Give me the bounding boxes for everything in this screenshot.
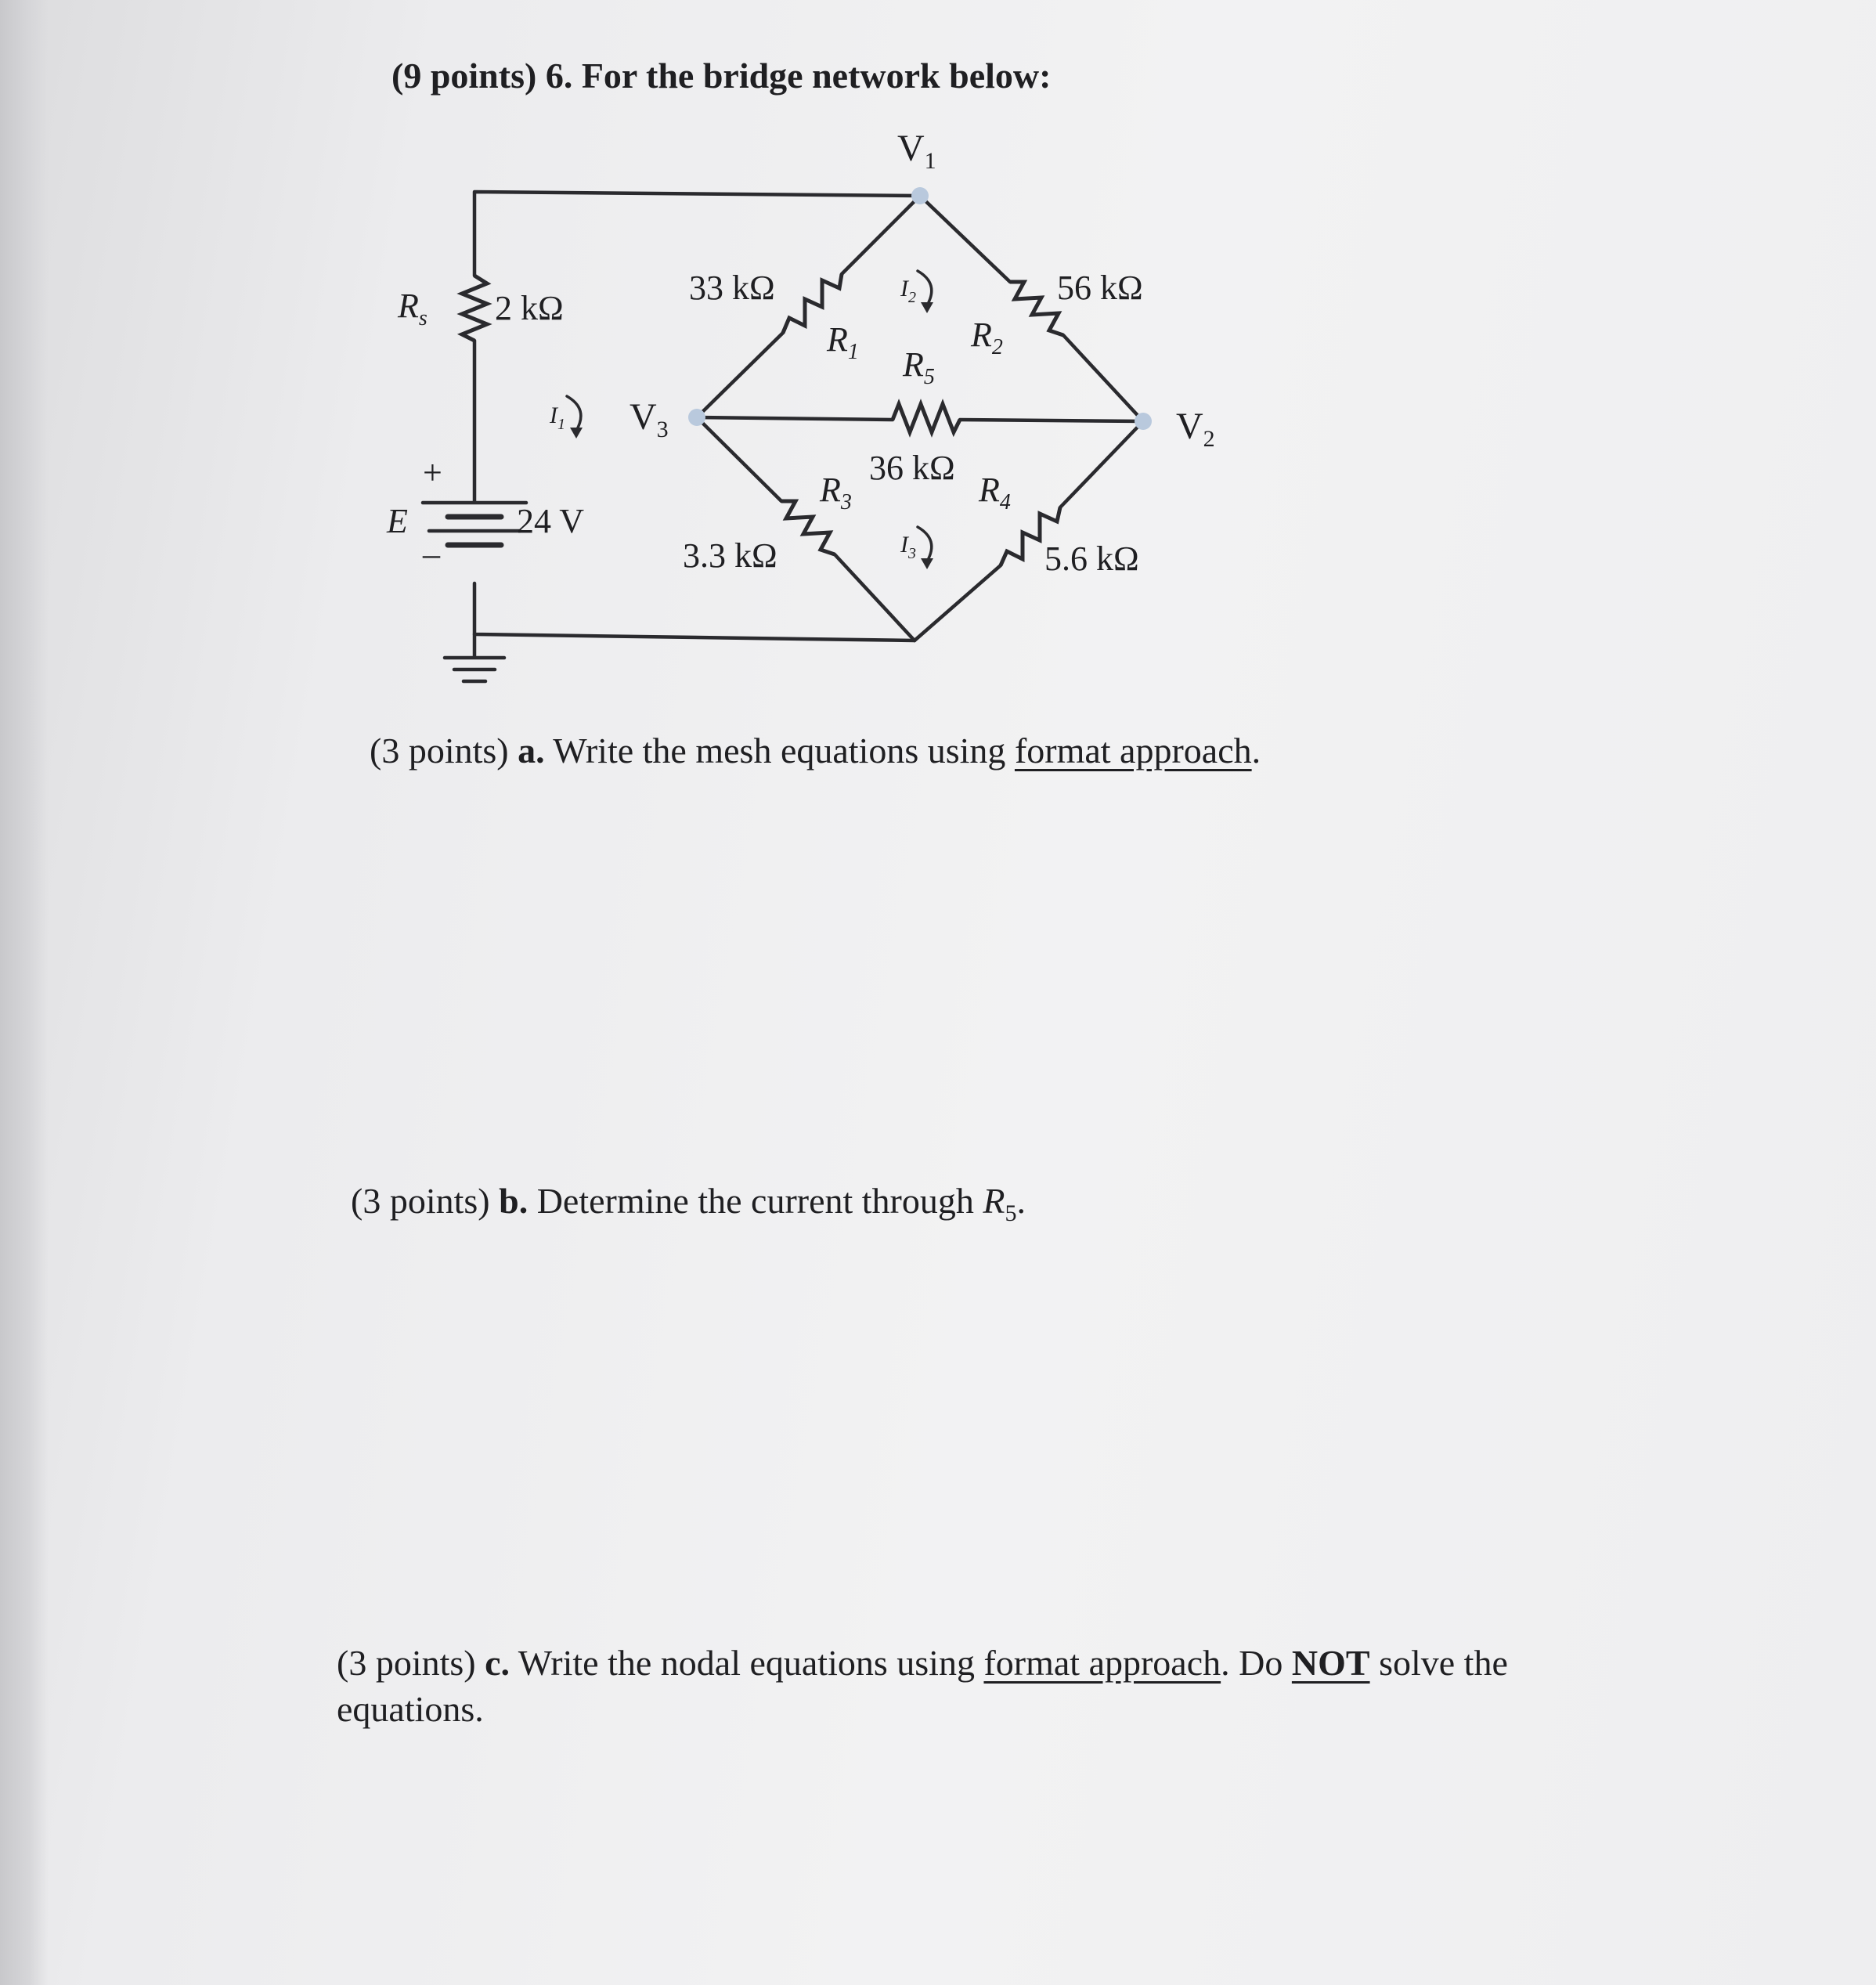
part-b-var-sub: 5: [1005, 1200, 1017, 1227]
part-c-letter: c.: [485, 1643, 510, 1683]
wire-bottom: [474, 583, 915, 641]
question-title: 6. For the bridge network below:: [545, 56, 1052, 96]
r5-resistor-symbol: [893, 404, 960, 432]
svg-text:I2: $I_2$: [900, 276, 916, 306]
part-b-end: .: [1016, 1181, 1026, 1221]
node-v2-dot: [1135, 413, 1152, 430]
r4-name-label: $R_4$: [979, 471, 1011, 514]
part-c-text2: solve the: [1379, 1643, 1508, 1683]
r1-name-label: $R_1$: [827, 320, 859, 364]
part-c-text: Write the nodal equations using: [518, 1643, 975, 1683]
r2-name-label: $R_2$: [971, 316, 1003, 359]
mesh-current-i3: [900, 527, 933, 569]
svg-text:I1: $I_1$: [550, 402, 565, 433]
rs-resistor-symbol: [462, 276, 487, 341]
part-a-end: .: [1251, 731, 1261, 771]
wire-v2-r4: [1060, 421, 1143, 507]
r3-resistor-symbol: [781, 501, 835, 554]
battery-plus-sign: +: [423, 453, 442, 492]
battery-minus-sign: –: [423, 535, 440, 573]
wire-v3-r3: [697, 417, 781, 501]
part-c-question: [337, 1640, 1508, 1733]
part-c-emphasis: format approach: [983, 1643, 1221, 1683]
part-b-text: Determine the current through: [536, 1181, 974, 1221]
wire-r3-bottom: [835, 554, 915, 641]
part-b-letter: b.: [499, 1181, 529, 1221]
wire-r2-v2: [1063, 335, 1143, 421]
node-v1-dot: [911, 187, 929, 204]
node-v3-label: $V_3$: [630, 396, 669, 442]
ground-symbol: [445, 658, 504, 681]
svg-text:I3: $I_3$: [900, 532, 916, 562]
rs-name-label: $R_s$: [398, 287, 428, 330]
question-points: (9 points): [391, 56, 537, 96]
r3-name-label: $R_3$: [820, 471, 852, 514]
part-b-question: [351, 1178, 1026, 1229]
wire-v1-r2: [920, 196, 1010, 282]
part-b-points: (3 points): [351, 1181, 490, 1221]
r1-value-label: 33 kΩ: [689, 269, 775, 307]
battery-name-label: E: [387, 502, 408, 540]
node-v1-label: $V_1$: [897, 128, 936, 174]
rs-value-label: 2 kΩ: [495, 289, 564, 327]
r2-value-label: 56 kΩ: [1057, 269, 1143, 307]
part-a-question: [370, 728, 1261, 774]
part-c-mid: . Do: [1221, 1643, 1283, 1683]
part-b-var: R: [983, 1181, 1005, 1221]
r4-value-label: 5.6 kΩ: [1044, 540, 1139, 578]
part-a-text: Write the mesh equations using: [553, 731, 1006, 771]
part-a-points: (3 points): [370, 731, 509, 771]
mesh-current-i2: [900, 271, 933, 313]
wire-r5-v2: [960, 420, 1143, 421]
battery-value-label: 24 V: [517, 502, 584, 540]
wire-v1-r1: [842, 196, 920, 274]
wire-v3-r5: [697, 417, 893, 420]
wire-r1-v3: [697, 333, 783, 417]
part-c-line2: equations.: [337, 1688, 484, 1729]
part-c-points: (3 points): [337, 1643, 476, 1683]
r5-name-label: $R_5$: [903, 345, 935, 389]
node-v2-label: $V_2$: [1176, 406, 1215, 452]
r3-value-label: 3.3 kΩ: [683, 536, 777, 575]
node-v3-dot: [688, 409, 705, 426]
part-a-letter: a.: [518, 731, 545, 771]
wire-r4-bottom: [915, 565, 1001, 641]
part-c-not: NOT: [1291, 1643, 1370, 1683]
part-a-emphasis: format approach: [1014, 731, 1252, 771]
r2-resistor-symbol: [1010, 282, 1063, 335]
mesh-current-i1: [549, 396, 583, 439]
r5-value-label: 36 kΩ: [869, 449, 955, 487]
